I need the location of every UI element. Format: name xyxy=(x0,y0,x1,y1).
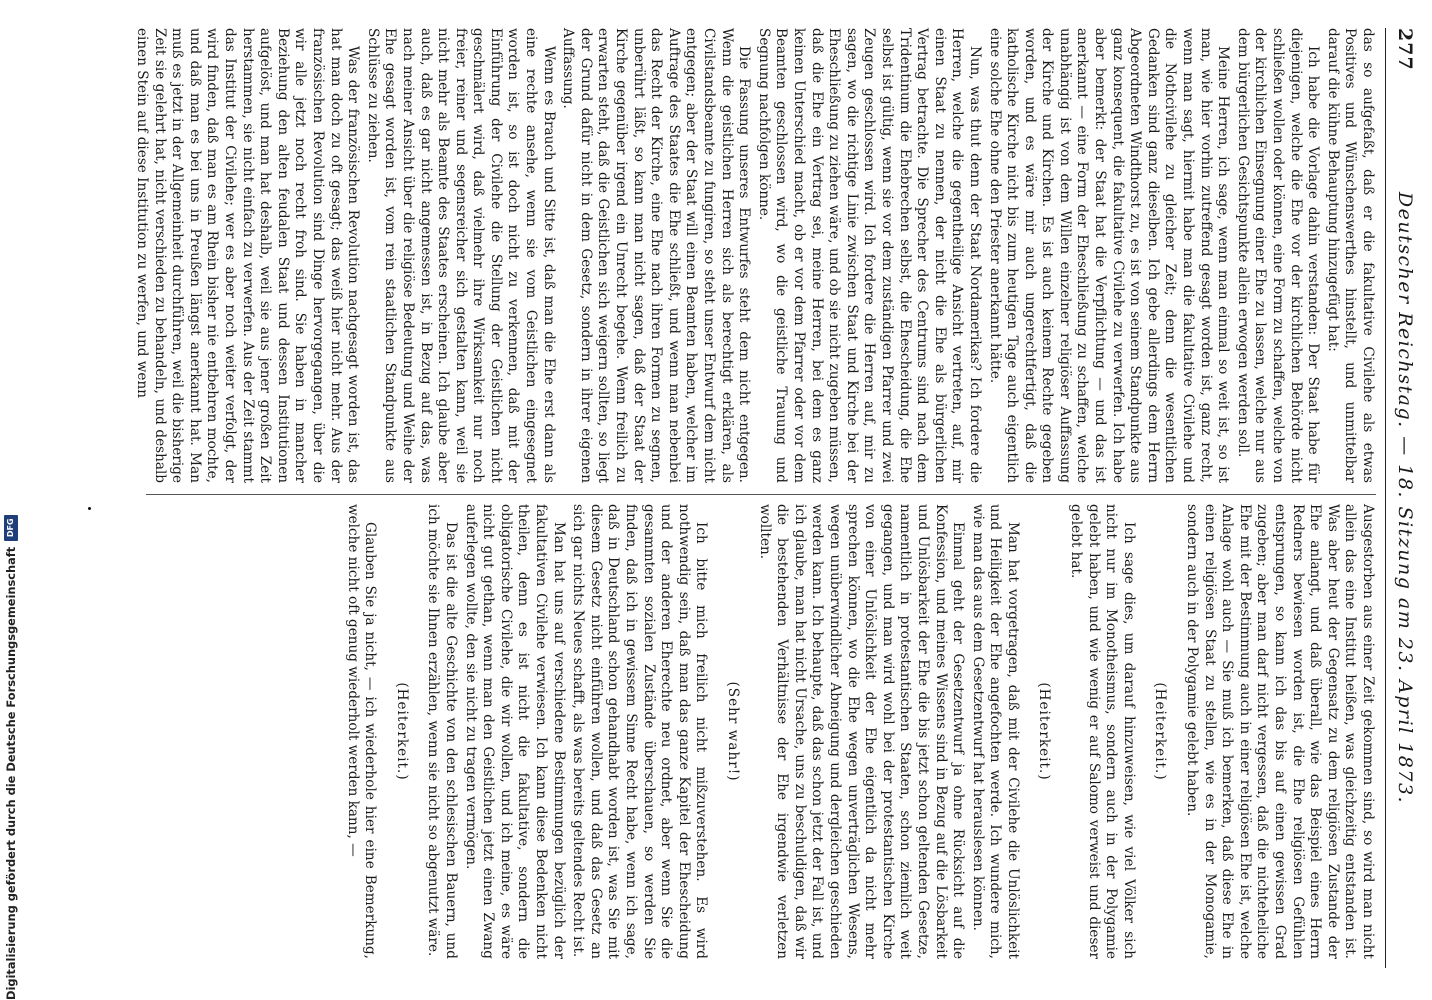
paragraph: das so aufgefaßt, daß er die fakultative Civilehe als etwas Positives und Wünschenswerthes hinstellt, und unmittelbar darauf die kühne Behauptung hinzugefügt hat: xyxy=(1324,28,1376,483)
interjection: (Heiterkeit.) xyxy=(1036,682,1053,781)
paragraph: Ich habe die Vorlage dahin verstanden: Der Staat habe für diejenigen, welche die Ehe vor der kirchlichen Behörde nicht schließen wollen oder können, eine Form zu schaffen, welche von der kirchlichen Einsegnung einer Ehe zu lassen, welche nur aus dem bürgerlichen Gesichtspunkte allein erwogen werden soll. xyxy=(1234,28,1322,483)
paragraph: Ich bitte mich freilich nicht mißzuverstehen. Es wird nothwendig sein, daß man das ganze Kapitel der Ehescheidung und der anderen Eherechte neu ordnet, aber wenn Sie die gesammten sozialen Zustände überschauen, so werden Sie finden, daß ich in gewissem Sinne Recht habe, wenn ich sage, daß in Deutschland schon gehandhabt worden ist, was Sie mit diesem Gesetz nicht einführen wollen, und daß das Gesetz an sich gar nichts Neues schafft, als was bereits geltendes Recht ist. xyxy=(570,504,710,959)
page-header xyxy=(1385,28,1420,968)
interjection: (Sehr wahr!) xyxy=(725,681,741,782)
column-divider xyxy=(146,494,1376,495)
running-head: Deutscher Reichstag. — 18. Sitzung am 23. April 1873. xyxy=(1394,191,1416,805)
paragraph: Glauben Sie ja nicht, — ich wiederhole hier eine Bemerkung, welche nicht oft genug wiederholt werden kann, — xyxy=(344,504,379,959)
credit-text: Digitalisierung gefördert durch die Deutsche Forschungsgemeinschaft xyxy=(4,546,18,1000)
paragraph: Ausgestorben aus einer Zeit gekommen sind, so wird man nicht allein das eine Institut heißen, was gleichzeitig entstanden ist. Was aber heut der Gegensatz zu dem religiösen Zustande der Ehe anlangt, und daß überall, wie das Beispiel eines Herrn Redners bewiesen worden ist, die Ehe religiösen Gefühlen entsprungen, so kann ich das bis auf einen gewissen Grad zugeben; aber man darf nicht vergessen, daß die nichteheliche Ehe mit der Bestimmung auch in einer religiösen Ehe ist, welche Anlage wohl auch — Sie muß ich bemerken, daß diese Ehe in einen religiösen Staat zu stellen, wie es in der Monogamie, sondern auch in der Polygamie gelebt haben. xyxy=(1184,504,1376,959)
paragraph: Die Fassung unseres Entwurfes steht dem nicht entgegen. Wenn die geistlichen Herren sich als berechtigt erklären, als Civilstandsbeamte zu fungiren, so steht unser Entwurf dem nicht entgegen; aber der Staat will einen Beamten haben, welcher im Auftrage des Staates die Ehe schließt, und wenn man nebenbei das Recht der Kirche, eine Ehe nach ihren Formen zu segnen, unberührt läßt, so kann man nicht sagen, daß der Staat der Kirche gegenüber irgend ein Unrecht begehe. Wenn freilich zu erwarten steht, daß die Geistlichen sich weigern sollten, so liegt der Grund dafür nicht in dem Gesetz, sondern in ihrer eigenen Auffassung. xyxy=(560,28,753,483)
interjection: (Heiterkeit.) xyxy=(393,682,410,781)
paragraph: Ich sage dies, um darauf hinzuweisen, wie viel Völker sich nicht nur im Monotheismus, sondern auch in der Polygamie gelebt haben, und wie wenig er auf Salomo verweist und dieser gelebt hat. xyxy=(1068,504,1137,959)
paragraph: Das ist die alte Geschichte von den schlesischen Bauern, und ich möchte sie Ihnen erzählen, wenn sie nicht so abgenutzt wäre. xyxy=(425,504,460,959)
left-column xyxy=(134,28,1376,483)
dfg-logo-icon: DFG xyxy=(4,515,18,541)
paragraph: Einmal geht der Gesetzentwurf ja ohne Rücksicht auf die Konfession, und meines Wissens sind in Bezug auf die Lösbarkeit und Unlösbarkeit der Ehe die bis jetzt schon geltenden Gesetze, namentlich in protestantischen Staaten, schon ziemlich weit gegangen, und man wird wohl bei der protestantischen Kirche von einer Unlöslichkeit der Ehe eigentlich da nicht mehr sprechen können, wo die Ehe wegen unverträglichen Wesens, wegen unüberwindlicher Abneigung und dergleichen geschieden werden kann. Ich behaupte, daß das schon jetzt der Fall ist, und ich glaube, man hat nicht Ursache, uns zu beschuldigen, daß wir die bestehenden Verhältnisse der Ehe irgendwie verletzen wollten. xyxy=(756,504,967,959)
scan-speck xyxy=(88,507,91,510)
digitization-credit xyxy=(2,0,20,1000)
paragraph: Wenn es Brauch und Sitte ist, daß man die Ehe erst dann als eine rechte ansehe, wenn sie vom Geistlichen eingesegnet worden ist, so ist doch nicht zu verkennen, daß mit der Einführung der Civilehe die Stellung der Geistlichen nicht geschmälert wird, daß vielmehr ihre Wirksamkeit nur noch freier, reiner und segensreicher sich gestalten kann, weil sie nicht mehr als Beamte des Staates erscheinen. Ich glaube aber auch, daß es gar nicht angemessen ist, in Bezug auf das, was nach meiner Ansicht über die religiöse Bedeutung und Weihe der Ehe gesagt worden ist, vom rein staatlichen Standpunkte aus Schlüsse zu ziehen. xyxy=(364,28,557,483)
right-column xyxy=(146,504,1376,959)
paragraph: Was der französischen Revolution nachgesagt worden ist, das hat man doch zu oft gesagt; das weiß hier nicht mehr. Aus der französischen Revolution sind Dinge hervorgegangen, über die wir alle jetzt noch recht froh sind. Sie haben in mancher Beziehung den alten feudalen Staat und dessen Institutionen aufgelöst, und man hat deshalb, weil sie aus jener großen Zeit herstammen, sie nicht einfach zu verwerfen. Aus der Zeit stammt das Institut der Civilehe; wer es aber noch weiter verfolgt, der wird finden, daß man es am Rhein bisher nie entbehren mochte, und daß man es bei uns in Preußen längst anerkannt hat. Man muß es jetzt in der Allgemeinheit durchführen, weil die bisherige Zeit sie gelehrt hat, nicht verschieden zu behandeln, und deshalb einen Stein auf diese Institution zu werfen, und wenn xyxy=(134,28,362,483)
page-number: 277 xyxy=(1394,28,1416,71)
paragraph: Nun, was thut denn der Staat Nordamerikas? Ich fordere die Herren, welche die gegentheilige Ansicht vertreten, auf, mir einen Staat zu nennen, der nicht die Ehe als bürgerlichen Vertrag betrachte. Die Sprecher des Centrums sind nach dem Tridentinum die Ehebrechen selbst, die Ehescheidung, die Ehe selbst ist gültig, wenn sie vor dem zuständigen Pfarrer und zwei Zeugen geschlossen wird. Ich fordere die Herren auf, mir zu sagen, wo die richtige Linie zwischen Staat und Kirche bei der Eheschließung zu ziehen wäre, und ob sie nicht zugeben müssen, daß die Ehe ein Vertrag sei, meine Herren, bei dem es ganz keinen Unterschied macht, ob er vor dem Pfarrer oder vor dem Beamten geschlossen wird, wo die geistliche Trauung und Segnung nachfolgen könne. xyxy=(755,28,983,483)
document-page xyxy=(104,28,1420,968)
interjection: (Heiterkeit.) xyxy=(1152,682,1169,781)
paragraph: Man hat vorgetragen, daß mit der Civilehe die Unlöslichkeit und Heiligkeit der Ehe angefochten werde. Ich wundere mich, wie man das aus dem Gesetzentwurf hat herauslesen können. xyxy=(969,504,1021,959)
paragraph: Meine Herren, ich sage, wenn man einmal so weit ist, so ist man, wie hier vorhin zutreffend gesagt worden ist, ganz recht, wenn man sagt, hiermit habe man die fakultative Civilehe und die Nothcivilehe zu gleicher Zeit; denn die wesentlichen Gedanken sind ganz dieselben. Ich gebe allerdings dem Herrn Abgeordneten Windthorst zu, es ist von seinem Standpunkte aus ganz konsequent, die fakultative Civilehe zu verwerfen. Ich habe aber bemerkt: der Staat hat die Verpflichtung — und das ist anerkannt — eine Form der Eheschließung zu schaffen, welche unabhängig ist von dem Willen einzelner religiöser Auffassung der Kirche und Kirchen. Es ist auch keinem Rechte gegeben worden, und es wäre mir auch ungerechtfertigt, daß die katholische Kirche nicht bis zum heutigen Tage auch eigentlich eine solche Ehe ohne den Priester anerkannt hätte. xyxy=(986,28,1232,483)
paragraph: Man hat uns auf verschiedene Bestimmungen bezüglich der fakultativen Civilehe verwiesen. Ich kann diese Bedenken nicht theilen, denn es ist nicht die fakultative, sondern die obligatorische Civilehe, die wir wollen, und ich meine, es wäre nicht gut gethan, wenn man den Geistlichen jetzt einen Zwang auferlegen wollte, den sie nicht zu tragen vermögen. xyxy=(462,504,567,959)
